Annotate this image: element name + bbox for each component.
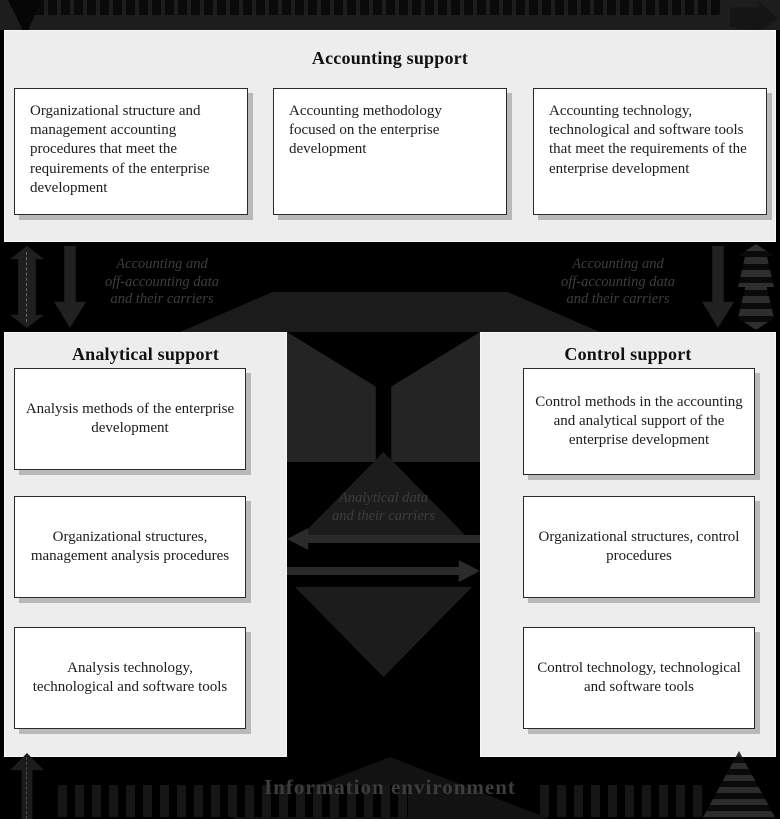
information-environment-title: Information environment [264,775,516,799]
flow-label-line: and their carriers [331,507,436,524]
analytical-box-technology: Analysis technology, technological and software tools [14,627,246,729]
accounting-box-technology: Accounting technology, technological and software tools that meet the requirements of the enterprise development [533,88,767,215]
striped-double-arrow-icon [738,244,774,330]
flow-label-line: Analytical data [339,490,428,506]
control-support-title: Control support [564,344,692,364]
analytical-box-methods: Analysis methods of the enterprise development [14,368,246,470]
accounting-support-title: Accounting support [311,48,469,68]
flow-label-line: and their carriers [566,291,670,308]
top-flow-band-scallop-pattern [22,0,722,15]
flow-label-line: Accounting and [572,256,664,272]
analytical-data-label [287,490,480,525]
vertical-double-arrow-icon [10,246,44,328]
information-environment-band [0,757,780,819]
flow-label-line: off-accounting data [561,273,675,290]
flow-label-left [72,256,252,309]
control-box-methods: Control methods in the accounting and analytical support of the enterprise development [523,368,755,475]
right-arrow-icon [287,560,480,582]
flow-label-right [528,256,708,309]
control-box-structures: Organizational structures, control procedures [523,496,755,598]
converging-flow-shape [287,332,480,462]
analytical-support-title: Analytical support [71,344,220,364]
dashed-line [26,252,27,322]
accounting-box-organizational-structure: Organizational structure and management accounting procedures that meet the requirements of the enterprise development [14,88,248,215]
flow-label-line: Accounting and [116,256,208,272]
flow-shape [295,587,472,677]
middle-flow-column [287,332,480,757]
flow-label-line: off-accounting data [105,273,219,290]
accounting-box-methodology: Accounting methodology focused on the enterprise development [273,88,507,215]
flow-label-line: and their carriers [110,291,214,308]
data-flow-band [0,242,780,332]
control-box-technology: Control technology, technological and software tools [523,627,755,729]
analytical-box-structures: Organizational structures, management analysis procedures [14,496,246,598]
